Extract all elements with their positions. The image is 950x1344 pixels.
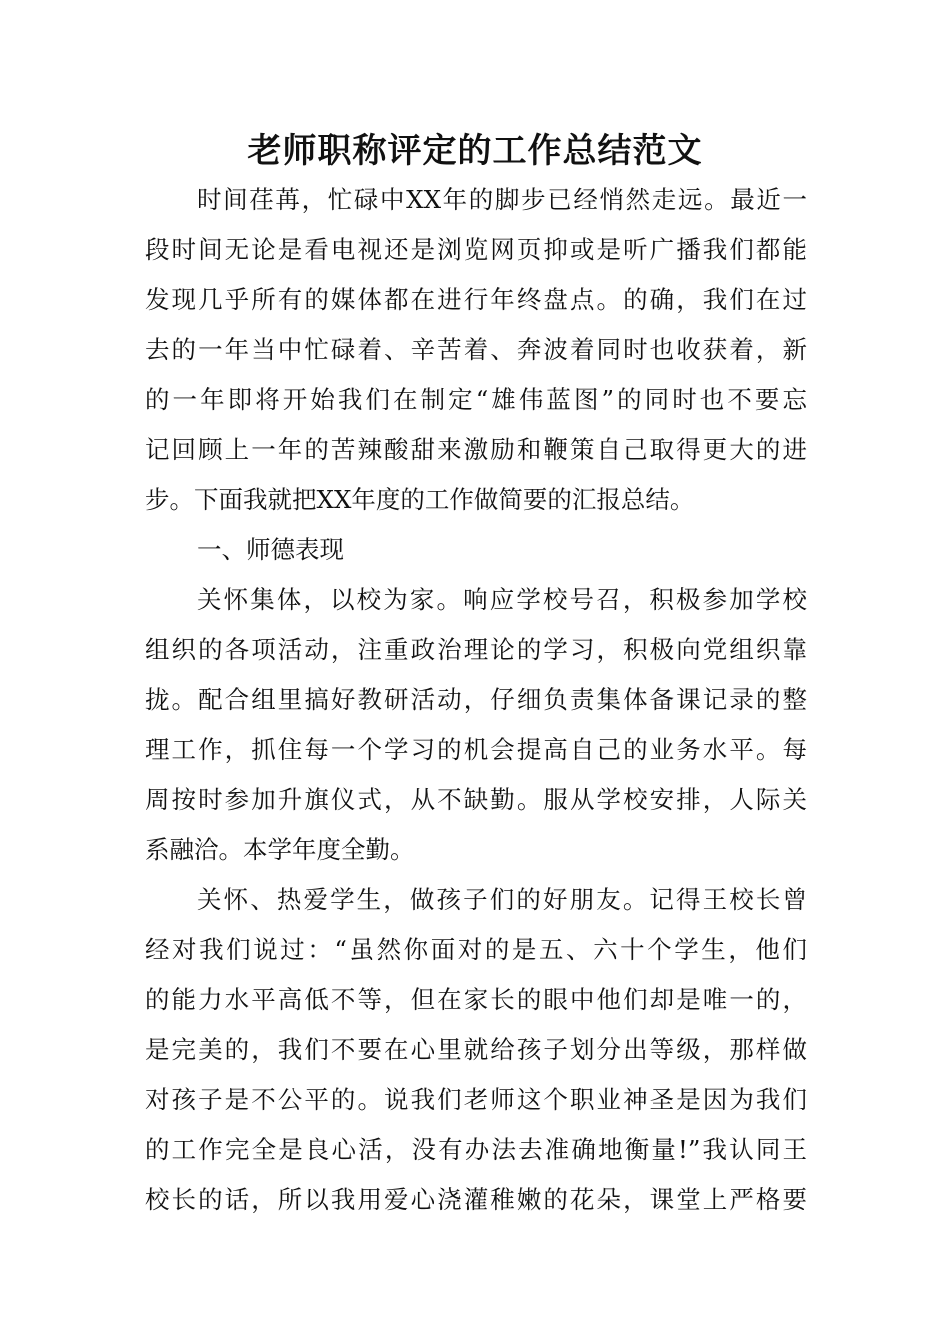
document-title: 老师职称评定的工作总结范文 (247, 131, 703, 171)
paragraph-line: 经对我们说过：“虽然你面对的是五、六十个学生，他们 (145, 935, 807, 964)
paragraph-line: 的能力水平高低不等，但在家长的眼中他们却是唯一的， (145, 985, 807, 1014)
paragraph-line: 关怀、热爱学生，做孩子们的好朋友。记得王校长曾 (197, 885, 807, 914)
paragraph-line: 去的一年当中忙碌着、辛苦着、奔波着同时也收获着，新 (145, 335, 807, 364)
paragraph-line: 组织的各项活动，注重政治理论的学习，积极向党组织靠 (145, 635, 807, 664)
paragraph-line: 的工作完全是良心活，没有办法去准确地衡量!”我认同王 (145, 1135, 807, 1164)
paragraph-line: 系融洽。本学年度全勤。 (145, 835, 415, 864)
paragraph-line: 时间荏苒，忙碌中XX年的脚步已经悄然走远。最近一 (197, 185, 807, 214)
section-heading: 一、师德表现 (197, 535, 344, 564)
paragraph-line: 的一年即将开始我们在制定“雄伟蓝图”的同时也不要忘 (145, 385, 807, 414)
paragraph-line: 发现几乎所有的媒体都在进行年终盘点。的确，我们在过 (145, 285, 807, 314)
paragraph-line: 周按时参加升旗仪式，从不缺勤。服从学校安排，人际关 (145, 785, 807, 814)
paragraph-line: 关怀集体，以校为家。响应学校号召，积极参加学校 (197, 585, 807, 614)
paragraph-line: 步。下面我就把XX年度的工作做简要的汇报总结。 (145, 485, 695, 514)
paragraph-line: 记回顾上一年的苦辣酸甜来激励和鞭策自己取得更大的进 (145, 435, 807, 464)
paragraph-line: 是完美的，我们不要在心里就给孩子划分出等级，那样做 (145, 1035, 807, 1064)
paragraph-line: 拢。配合组里搞好教研活动，仔细负责集体备课记录的整 (145, 685, 807, 714)
paragraph-line: 理工作，抓住每一个学习的机会提高自己的业务水平。每 (145, 735, 807, 764)
paragraph-line: 校长的话，所以我用爱心浇灌稚嫩的花朵，课堂上严格要 (145, 1185, 807, 1214)
paragraph-line: 段时间无论是看电视还是浏览网页抑或是听广播我们都能 (145, 235, 807, 264)
document-body (145, 175, 807, 1225)
paragraph-line: 对孩子是不公平的。说我们老师这个职业神圣是因为我们 (145, 1085, 807, 1114)
